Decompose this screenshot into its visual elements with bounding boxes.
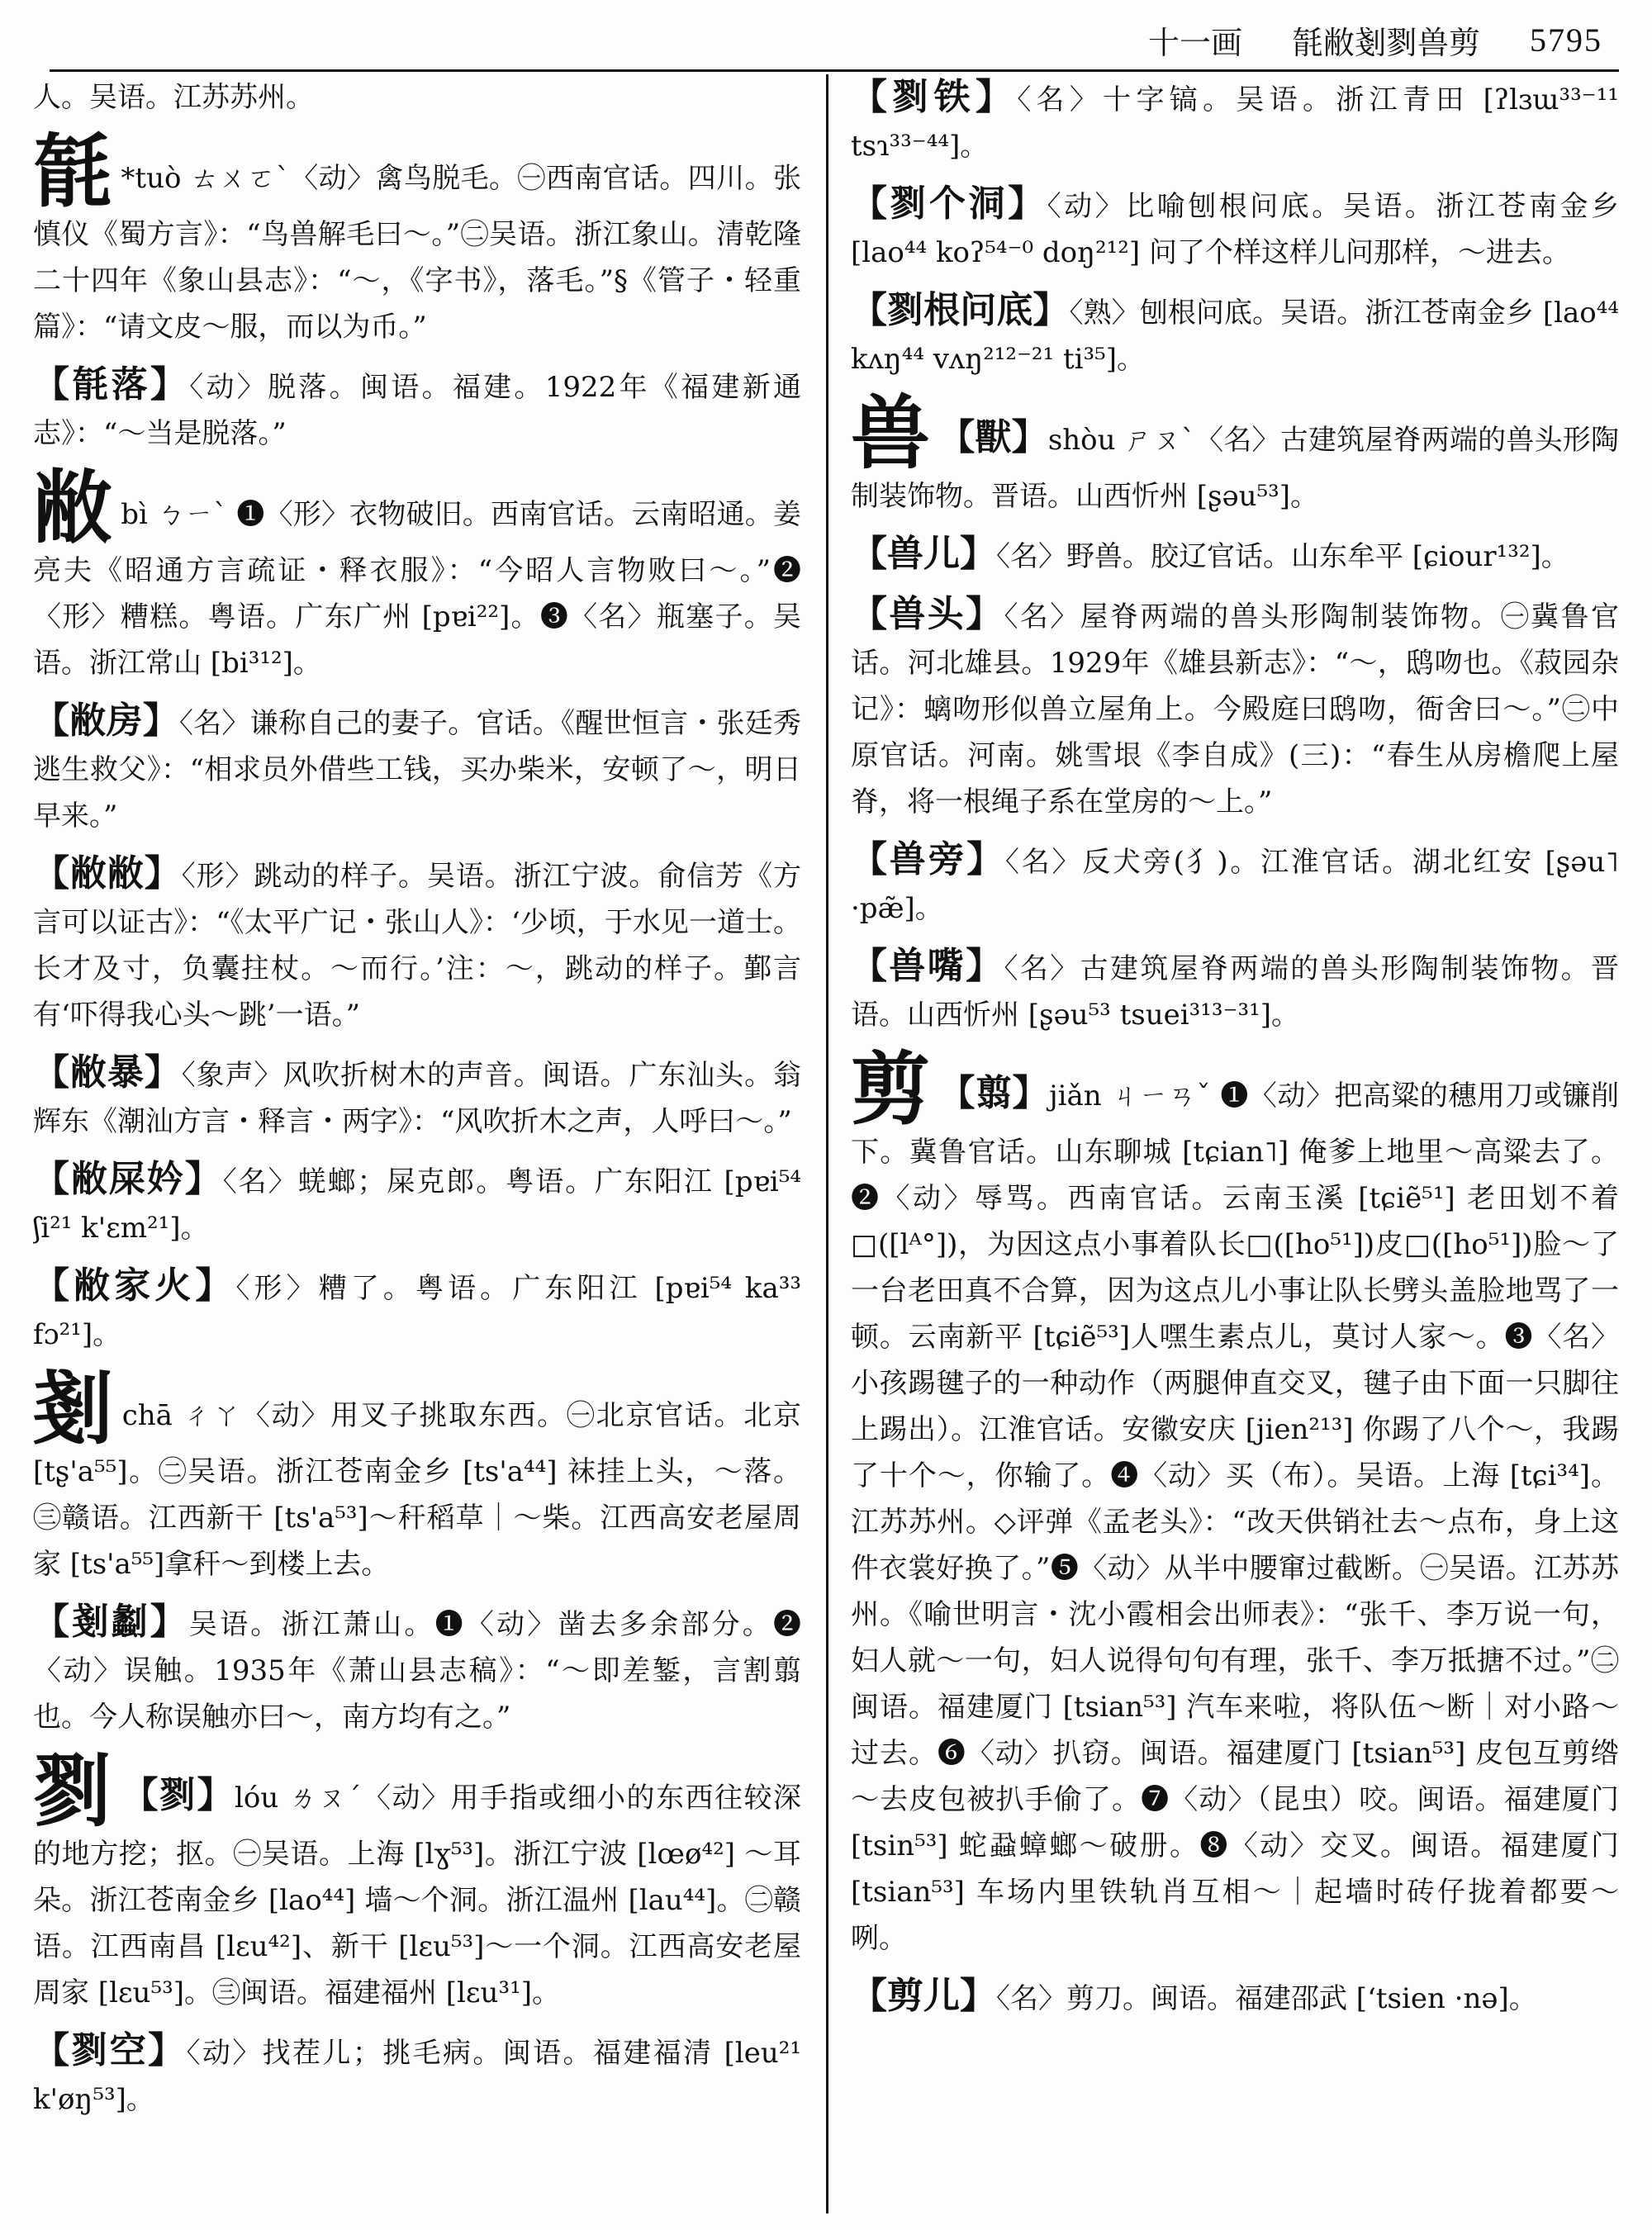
subentry-term: 【毻落】 xyxy=(33,363,190,406)
headword: 剹 xyxy=(33,1744,114,1838)
entry-text: jiǎn ㄐㄧㄢˇ ❶〈动〉把高粱的穗用刀或镰削下。冀鲁官话。山东聊城 [tɕian˥] 俺爹上地里～高粱去了。❷〈动〉辱骂。西南官话。云南玉溪 [tɕiẽ⁵¹] 老田划不着□([lᴬ°])，为因这点小事着队长□([ho⁵¹])皮□([ho⁵¹])脸～了一台老田真不合算，因为这点儿小事让队长劈头盖脸地骂了一顿。云南新平 [tɕiẽ⁵³]人嘿生素点儿，莫讨人家～。❸〈名〉小孩踢毽子的一种动作（两腿伸直交叉，毽子由下面一只脚往上踢出）。江淮官话。安徽安庆 [jien²¹³] 你踢了八个～，我踢了十个～，你输了。❹〈动〉买（布）。吴语。上海 [tɕi³⁴]。江苏苏州。◇评弹《孟老头》：“改天供销社去～点布，身上这件衣裳好换了。”❺〈动〉从半中腰窜过截断。㊀吴语。江苏苏州。《喻世明言・沈小霞相会出师表》：“张千、李万说一句，妇人就～一句，妇人说得句句有理，张千、李万抵搪不过。”㊁闽语。福建厦门 [tsian⁵³] 汽车来啦，将队伍～断｜对小路～过去。❻〈动〉扒窃。闽语。福建厦门 [tsian⁵³] 皮包互剪绺～去皮包被扒手偷了。❼〈动〉（昆虫）咬。闽语。福建厦门 [tsin⁵³] 蛇蝨蟑螂～破册。❽〈动〉交叉。闽语。福建厦门 [tsian⁵³] 车场内里铁轨肖互相～｜起墙时砖仔拢着都要～咧。 xyxy=(851,1079,1619,1955)
headword: 毻 xyxy=(33,125,113,218)
headword-entry xyxy=(33,1744,801,2016)
header-characters: 毻敝剗剹兽剪 xyxy=(1291,24,1480,61)
subentry-term: 【兽嘴】 xyxy=(851,945,1004,987)
sub-entry xyxy=(33,1263,801,1358)
sub-entry xyxy=(33,1050,801,1145)
sub-entry xyxy=(851,74,1619,169)
headword-entry xyxy=(851,387,1619,520)
sub-entry xyxy=(851,943,1619,1038)
entry-text: 〈名〉反犬旁(犭)。江淮官话。湖北红安 [ʂəu˥ ·pæ̃]。 xyxy=(851,846,1619,925)
sub-entry xyxy=(851,287,1619,382)
subentry-term: 【剹空】 xyxy=(33,2029,187,2071)
entry-text: lóu ㄌㄡˊ〈动〉用手指或细小的东西往较深的地方挖；抠。㊀吴语。上海 [lɣ⁵³]。浙江宁波 [lœø⁴²] ～耳朵。浙江苍南金乡 [lao⁴⁴] 墙～个洞。浙江温州 [lau⁴⁴]。㊁赣语。江西南昌 [lɛu⁴²]、新干 [lɛu⁵³]～一个洞。江西高安老屋周家 [lɛu⁵³]。㊂闽语。福建福州 [lɛu³¹]。 xyxy=(33,1782,801,2009)
headword: 剗 xyxy=(33,1362,114,1455)
subentry-term: 【剗劙】 xyxy=(33,1601,189,1643)
sub-entry xyxy=(851,1973,1619,2022)
entry-text: 〈形〉跳动的样子。吴语。浙江宁波。俞信芳《方言可以证古》：“《太平广记・张山人》：‘少顷，于水见一道士。长才及寸，负囊拄杖。～而行。’注：～，跳动的样子。鄞言有‘吓得我心头～跳’一语。” xyxy=(33,860,801,1032)
sub-entry xyxy=(851,591,1619,825)
sub-entry xyxy=(33,1156,801,1251)
headword-variant: 【剹】 xyxy=(121,1774,235,1816)
entry-text: 〈动〉脱落。闽语。福建。1922年《福建新通志》：“～当是脱落。” xyxy=(33,371,801,450)
headword-entry xyxy=(33,1362,801,1587)
headword-entry xyxy=(33,125,801,350)
sub-entry xyxy=(33,851,801,1038)
subentry-term: 【敝家火】 xyxy=(33,1264,236,1307)
entry-text: 〈形〉糟了。粤语。广东阳江 [pɐi⁵⁴ ka³³ fɔ²¹]。 xyxy=(33,1272,801,1351)
column-divider xyxy=(826,74,828,2213)
sub-entry xyxy=(33,2028,801,2123)
headword: 剪 xyxy=(851,1042,931,1136)
subentry-term: 【兽儿】 xyxy=(851,533,996,575)
subentry-term: 【剪儿】 xyxy=(851,1975,996,2017)
entry-text: 〈名〉谦称自己的妻子。官话。《醒世恒言・张廷秀逃生救父》：“相求员外借些工钱，买办柴米，安顿了～，明日早来。” xyxy=(33,707,801,833)
subentry-term: 【敝房】 xyxy=(33,700,179,742)
page-header xyxy=(50,15,1602,64)
entry-text: 〈名〉十字镐。吴语。浙江青田 [ʔlɜɯ³³⁻¹¹ tsɿ³³⁻⁴⁴]。 xyxy=(851,83,1619,163)
entry-text: 〈名〉古建筑屋脊两端的兽头形陶制装饰物。晋语。山西忻州 [ʂəu⁵³ tsuei³¹³⁻³¹]。 xyxy=(851,952,1619,1032)
sub-entry xyxy=(851,531,1619,580)
entry-text: 〈名〉屋脊两端的兽头形陶制装饰物。㊀冀鲁官话。河北雄县。1929年《雄县新志》：“～，鸱吻也。《菽园杂记》：螭吻形似兽立屋角上。今殿庭曰鸱吻，衙舍曰～。”㊁中原官话。河南。姚雪垠《李自成》(三)：“春生从房檐爬上屋脊，将一根绳子系在堂房的～上。” xyxy=(851,600,1619,818)
headword-variant: 【翦】 xyxy=(938,1072,1050,1114)
headword-variant: 【獸】 xyxy=(938,416,1048,458)
entry-text: 〈动〉找茬儿；挑毛病。闽语。福建福清 [leu²¹ k'øŋ⁵³]。 xyxy=(33,2037,801,2116)
entry-continuation xyxy=(33,74,801,121)
sub-entry xyxy=(33,698,801,839)
subentry-term: 【剹根问底】 xyxy=(851,289,1070,331)
entry-text: 人。吴语。江苏苏州。 xyxy=(33,81,314,114)
page-number: 5795 xyxy=(1530,21,1602,59)
right-column xyxy=(851,74,1619,2213)
subentry-term: 【敝暴】 xyxy=(33,1051,182,1094)
sub-entry xyxy=(33,1599,801,1740)
headword-entry xyxy=(851,1042,1619,1962)
entry-text: 〈名〉野兽。胶辽官话。山东牟平 [ɕiour¹³²]。 xyxy=(996,540,1569,573)
headword: 兽 xyxy=(851,387,931,480)
entry-text: 〈熟〉刨根问底。吴语。浙江苍南金乡 [lao⁴⁴ kʌŋ⁴⁴ vʌŋ²¹²⁻²¹ ti³⁵]。 xyxy=(851,297,1619,376)
entry-text: chā ㄔㄚ〈动〉用叉子挑取东西。㊀北京官话。北京 [tʂ'a⁵⁵]。㊁吴语。浙江苍南金乡 [ts'a⁴⁴] 袜挂上头，～落。㊂赣语。江西新干 [ts'a⁵³]～秆稻草｜～柴。江西高安老屋周家 [ts'a⁵⁵]拿秆～到楼上去。 xyxy=(33,1399,801,1581)
section-label: 十一画 xyxy=(1147,24,1242,61)
subentry-term: 【兽旁】 xyxy=(851,838,1006,880)
entry-text: 〈象声〉风吹折树木的声音。闽语。广东汕头。翁辉东《潮汕方言・释言・两字》：“风吹折木之声，人呼曰～。” xyxy=(33,1059,801,1138)
entry-text: 吴语。浙江萧山。❶〈动〉凿去多余部分。❷〈动〉误触。1935年《萧山县志稿》：“～即差錾，言割翦也。今人称误触亦曰～，南方均有之。” xyxy=(33,1608,801,1734)
headword: 敝 xyxy=(33,461,113,554)
subentry-term: 【敝敝】 xyxy=(33,852,182,894)
header-rule xyxy=(50,69,1619,72)
entry-text: *tuò ㄊㄨㄛˋ〈动〉禽鸟脱毛。㊀西南官话。四川。张慎仪《蜀方言》：“鸟兽解毛曰～。”㊁吴语。浙江象山。清乾隆二十四年《象山县志》：“～，《字书》，落毛。”§《管子・轻重篇》：“请文皮～服，而以为币。” xyxy=(33,162,801,344)
subentry-term: 【敝屎妗】 xyxy=(33,1158,223,1200)
subentry-term: 【兽头】 xyxy=(851,593,1004,635)
sub-entry xyxy=(851,837,1619,932)
left-column xyxy=(33,74,801,2213)
entry-text: shòu ㄕㄡˋ〈名〉古建筑屋脊两端的兽头形陶制装饰物。晋语。山西忻州 [ʂəu⁵³]。 xyxy=(851,424,1619,513)
entry-text: 〈动〉比喻刨根问底。吴语。浙江苍南金乡 [lao⁴⁴ koʔ⁵⁴⁻⁰ doŋ²¹²] 问了个样这样儿问那样，～进去。 xyxy=(851,190,1619,269)
entry-text: bì ㄅㄧˋ ❶〈形〉衣物破旧。西南官话。云南昭通。姜亮夫《昭通方言疏证・释衣服》：“今昭人言物败曰～。”❷〈形〉糟糕。粤语。广东广州 [pɐi²²]。❸〈名〉瓶塞子。吴语。浙江常山 [bi³¹²]。 xyxy=(33,498,801,680)
entry-text: 〈名〉蜣螂；屎克郎。粤语。广东阳江 [pɐi⁵⁴ ʃi²¹ k'ɛm²¹]。 xyxy=(33,1165,801,1245)
sub-entry xyxy=(33,362,801,457)
sub-entry xyxy=(851,181,1619,276)
subentry-term: 【剹铁】 xyxy=(851,76,1018,118)
subentry-term: 【剹个洞】 xyxy=(851,183,1047,225)
headword-entry xyxy=(33,461,801,686)
entry-text: 〈名〉剪刀。闽语。福建邵武 [ʻtsien ·nə]。 xyxy=(996,1982,1537,2015)
